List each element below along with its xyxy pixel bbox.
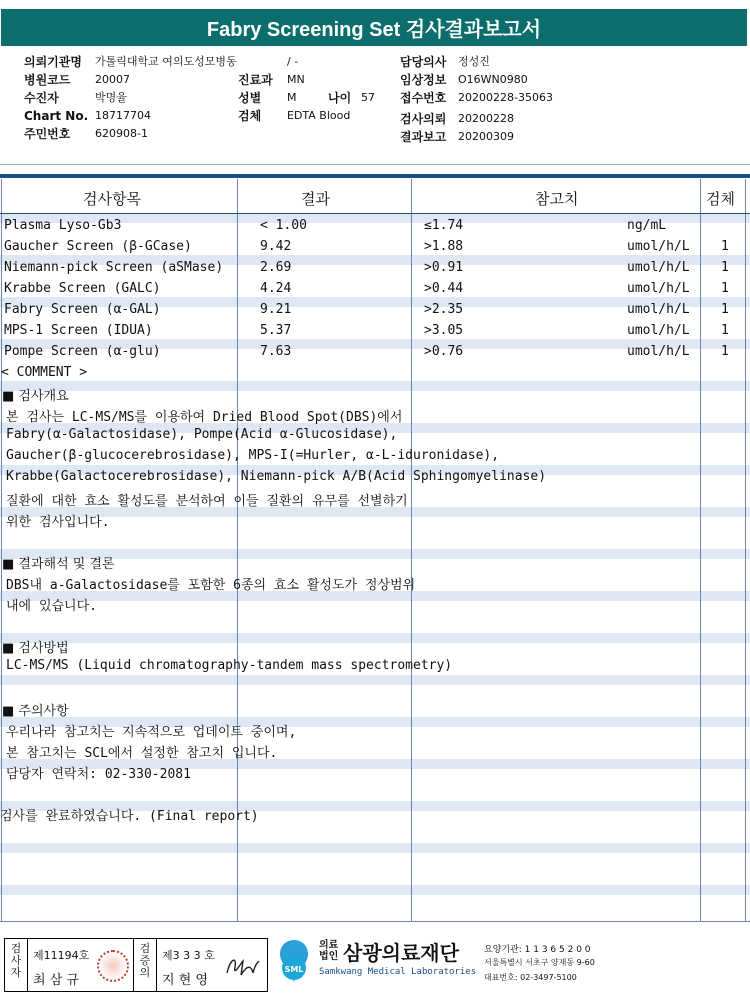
- sex-value: M: [287, 91, 297, 104]
- interp-line: 내에 있습니다.: [6, 599, 98, 614]
- verifier-name: 지 현 영: [162, 973, 208, 988]
- inspector-license: 제11194호: [33, 949, 90, 962]
- col-ref-header: 참고치: [535, 190, 579, 208]
- dept-value: MN: [287, 73, 305, 86]
- report-date-label: 결과보고: [400, 130, 447, 144]
- interp-line: DBS내 a-Galactosidase를 포함한 6종의 효소 활성도가 정상범위: [6, 578, 416, 593]
- inspector-label: 검사자: [10, 942, 22, 979]
- hospital-code-label: 병원코드: [24, 73, 71, 87]
- verifier-label: 검증의: [139, 942, 151, 979]
- divider-thick: [0, 174, 750, 178]
- clinical-value: O16WN0980: [458, 73, 528, 86]
- col-item-header: 검사항목: [83, 190, 141, 208]
- interp-title: ■ 결과해석 및 결론: [2, 557, 115, 572]
- org-code: 요양기관: 1 1 3 6 5 2 0 0: [484, 945, 591, 955]
- svg-text:SML: SML: [284, 965, 304, 974]
- receipt-label: 접수번호: [400, 91, 447, 105]
- corp-label: 법인: [319, 951, 339, 962]
- table-row: Niemann-pick Screen (aSMase) 2.69 >0.91 umol/h/L 1: [4, 260, 729, 275]
- specimen-label: 검체: [238, 109, 262, 123]
- chart-label: Chart No.: [24, 109, 89, 123]
- signature-icon: [223, 953, 263, 981]
- signature-box: [4, 938, 268, 992]
- corp-label: 의료: [319, 940, 339, 951]
- chart-value: 18717704: [95, 109, 151, 122]
- caution-title: ■ 주의사항: [2, 704, 69, 719]
- table-row: Fabry Screen (α-GAL) 9.21 >2.35 umol/h/L 1: [4, 302, 729, 317]
- specimen-value: EDTA Blood: [287, 109, 351, 122]
- doctor-label: 담당의사: [400, 55, 447, 69]
- report-title: Fabry Screening Set 검사결과보고서: [1, 9, 747, 46]
- clinical-label: 임상정보: [400, 73, 447, 87]
- caution-line: 본 참고치는 SCL에서 설정한 참고치 입니다.: [6, 746, 278, 761]
- comment-label: < COMMENT >: [1, 365, 88, 380]
- sml-logo-icon: [272, 938, 316, 984]
- report-date-value: 20200309: [458, 130, 514, 143]
- org-address: 서울특별시 서초구 양재동 9-60: [484, 958, 595, 967]
- inspector-name: 최 삼 규: [33, 973, 79, 988]
- doctor-value: 정성진: [458, 55, 490, 68]
- verifier-license: 제3 3 3 호: [162, 949, 215, 962]
- seal-stamp-icon: [97, 950, 129, 982]
- table-header: [0, 179, 750, 213]
- sex-label: 성별: [238, 91, 262, 105]
- final-report-line: 검사를 완료하였습니다. (Final report): [0, 809, 259, 824]
- institution-label: 의뢰기관명: [24, 55, 82, 69]
- rrn-label: 주민번호: [24, 127, 71, 141]
- table-row: MPS-1 Screen (IDUA) 5.37 >3.05 umol/h/L 1: [4, 323, 729, 338]
- rrn-value: 620908-1: [95, 127, 148, 140]
- receipt-value: 20200228-35063: [458, 91, 553, 104]
- caution-line: 담당자 연락처: 02-330-2081: [6, 767, 191, 782]
- footer: [0, 934, 750, 1003]
- dept-label: 진료과: [238, 73, 273, 87]
- table-row: Gaucher Screen (β-GCase) 9.42 >1.88 umol/h/L 1: [4, 239, 729, 254]
- overview-line: Gaucher(β-glucocerebrosidase), MPS-I(=Hurler, α-L-iduronidase),: [6, 448, 500, 463]
- table-row: Plasma Lyso-Gb3 < 1.00 ≤1.74 ng/mL: [4, 218, 667, 233]
- col-specimen-header: 검체: [706, 190, 735, 208]
- overview-line: 위한 검사입니다.: [6, 515, 110, 530]
- request-value: 20200228: [458, 112, 514, 125]
- institution-value: 가톨릭대학교 여의도성모병동: [95, 55, 237, 68]
- overview-line: Fabry(α-Galactosidase), Pompe(Acid α-Glucosidase),: [6, 427, 398, 442]
- hospital-code-value: 20007: [95, 73, 130, 86]
- overview-line: 질환에 대한 효소 활성도를 분석하여 이들 질환의 유무를 선별하기: [6, 494, 408, 509]
- table-row: Krabbe Screen (GALC) 4.24 >0.44 umol/h/L 1: [4, 281, 729, 296]
- org-phone: 대표번호: 02-3497-5100: [484, 973, 577, 982]
- divider: [0, 164, 750, 165]
- ward-value: / -: [287, 55, 299, 68]
- patient-value: 박명율: [95, 91, 127, 104]
- request-label: 검사의뢰: [400, 112, 447, 126]
- overview-line: Krabbe(Galactocerebrosidase), Niemann-pick A/B(Acid Sphingomyelinase): [6, 469, 547, 484]
- age-value: 57: [361, 91, 375, 104]
- results-area: [0, 179, 750, 921]
- method-title: ■ 검사방법: [2, 641, 69, 656]
- org-name: 삼광의료재단: [343, 941, 459, 965]
- col-result-header: 결과: [301, 190, 330, 208]
- age-label: 나이: [328, 91, 352, 105]
- org-name-en: Samkwang Medical Laboratories: [319, 967, 477, 977]
- caution-line: 우리나라 참고치는 지속적으로 업데이트 중이며,: [6, 725, 297, 740]
- overview-title: ■ 검사개요: [2, 389, 69, 404]
- patient-label: 수진자: [24, 91, 59, 105]
- table-row: Pompe Screen (α-glu) 7.63 >0.76 umol/h/L 1: [4, 344, 729, 359]
- method-line: LC-MS/MS (Liquid chromatography-tandem mass spectrometry): [6, 658, 453, 673]
- overview-line: 본 검사는 LC-MS/MS를 이용하여 Dried Blood Spot(DBS)에서: [6, 410, 403, 425]
